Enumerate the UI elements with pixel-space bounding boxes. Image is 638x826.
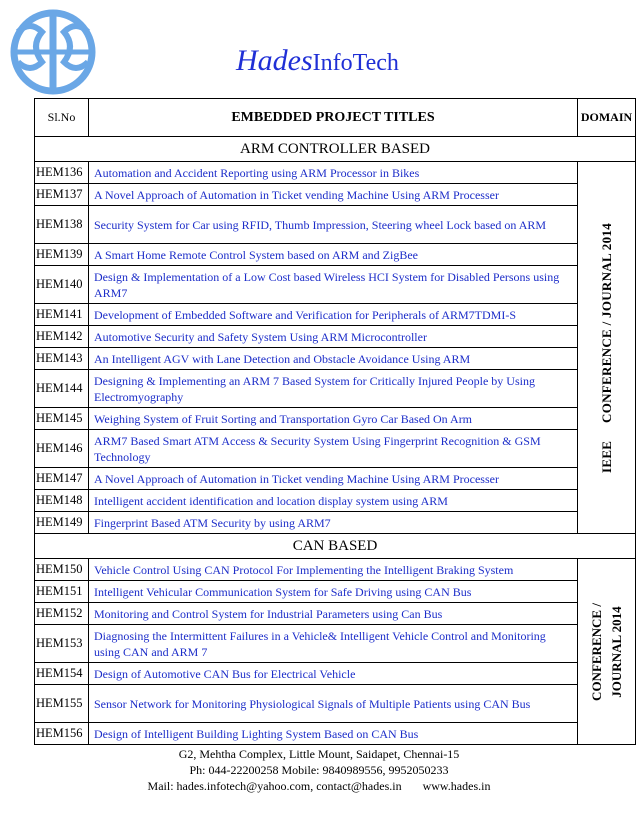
table-row — [35, 266, 636, 304]
brand-title — [236, 44, 399, 78]
table-row — [35, 304, 636, 326]
project-title[interactable]: Weighing System of Fruit Sorting and Transportation Gyro Car Based On Arm — [89, 408, 578, 430]
section-header — [35, 534, 636, 559]
table-row — [35, 468, 636, 490]
project-title[interactable]: ARM7 Based Smart ATM Access & Security System Using Fingerprint Recognition & GSM Technology — [89, 430, 578, 468]
section-header — [35, 137, 636, 162]
project-code: HEM140 — [35, 266, 89, 304]
domain-cell — [578, 559, 636, 745]
project-code: HEM136 — [35, 162, 89, 184]
project-code: HEM143 — [35, 348, 89, 370]
project-title[interactable]: Design & Implementation of a Low Cost based Wireless HCI System for Disabled Persons using ARM7 — [89, 266, 578, 304]
brand-name-rest: InfoTech — [312, 50, 399, 76]
project-code: HEM148 — [35, 490, 89, 512]
header-sl: Sl.No — [35, 99, 89, 137]
project-code: HEM149 — [35, 512, 89, 534]
project-code: HEM152 — [35, 603, 89, 625]
project-code: HEM144 — [35, 370, 89, 408]
project-code: HEM147 — [35, 468, 89, 490]
project-title[interactable]: An Intelligent AGV with Lane Detection and Obstacle Avoidance Using ARM — [89, 348, 578, 370]
table-row — [35, 663, 636, 685]
table-row — [35, 559, 636, 581]
section-title: ARM CONTROLLER BASED — [35, 137, 636, 162]
table-row — [35, 625, 636, 663]
footer-contact — [0, 746, 638, 794]
table-row — [35, 370, 636, 408]
brand-name-italic: Hades — [236, 44, 313, 77]
project-code: HEM142 — [35, 326, 89, 348]
project-title[interactable]: Sensor Network for Monitoring Physiological Signals of Multiple Patients using CAN Bus — [89, 685, 578, 723]
project-title[interactable]: A Novel Approach of Automation in Ticket vending Machine Using ARM Processer — [89, 184, 578, 206]
table-row — [35, 184, 636, 206]
project-title[interactable]: Fingerprint Based ATM Security by using ARM7 — [89, 512, 578, 534]
table-header — [35, 99, 636, 137]
project-title[interactable]: Automotive Security and Safety System Using ARM Microcontroller — [89, 326, 578, 348]
project-code: HEM156 — [35, 723, 89, 745]
project-title[interactable]: Design of Automotive CAN Bus for Electrical Vehicle — [89, 663, 578, 685]
project-code: HEM153 — [35, 625, 89, 663]
table-row — [35, 162, 636, 184]
project-title[interactable]: A Novel Approach of Automation in Ticket vending Machine Using ARM Processer — [89, 468, 578, 490]
project-code: HEM154 — [35, 663, 89, 685]
footer-phone: Ph: 044-22200258 Mobile: 9840989556, 9952050233 — [189, 763, 449, 777]
domain-label-line2: JOURNAL 2014 — [608, 605, 624, 698]
header-title: EMBEDDED PROJECT TITLES — [89, 99, 578, 137]
project-code: HEM151 — [35, 581, 89, 603]
table-row — [35, 408, 636, 430]
project-code: HEM155 — [35, 685, 89, 723]
project-code: HEM145 — [35, 408, 89, 430]
table-row — [35, 685, 636, 723]
table-row — [35, 244, 636, 266]
project-title[interactable]: A Smart Home Remote Control System based on ARM and ZigBee — [89, 244, 578, 266]
table-row — [35, 430, 636, 468]
table-row — [35, 490, 636, 512]
project-title[interactable]: Diagnosing the Intermittent Failures in a Vehicle& Intelligent Vehicle Control and Monitoring using CAN and ARM 7 — [89, 625, 578, 663]
project-code: HEM141 — [35, 304, 89, 326]
hades-logo — [8, 6, 98, 98]
project-title[interactable]: Development of Embedded Software and Verification for Peripherals of ARM7TDMI-S — [89, 304, 578, 326]
table-row — [35, 348, 636, 370]
table-row — [35, 581, 636, 603]
header-domain: DOMAIN — [578, 99, 636, 137]
project-title[interactable]: Vehicle Control Using CAN Protocol For Implementing the Intelligent Braking System — [89, 559, 578, 581]
project-title[interactable]: Monitoring and Control System for Industrial Parameters using Can Bus — [89, 603, 578, 625]
domain-cell — [578, 162, 636, 534]
table-row — [35, 723, 636, 745]
section-title: CAN BASED — [35, 534, 636, 559]
footer-address: G2, Mehtha Complex, Little Mount, Saidapet, Chennai-15 — [178, 747, 460, 761]
project-title[interactable]: Intelligent Vehicular Communication System for Safe Driving using CAN Bus — [89, 581, 578, 603]
table-row — [35, 206, 636, 244]
project-title[interactable]: Intelligent accident identification and location display system using ARM — [89, 490, 578, 512]
project-table — [34, 98, 636, 745]
table-row — [35, 512, 636, 534]
project-code: HEM139 — [35, 244, 89, 266]
project-code: HEM150 — [35, 559, 89, 581]
domain-label: IEEE CONFERENCE / JOURNAL 2014 — [598, 222, 614, 473]
project-title[interactable]: Designing & Implementing an ARM 7 Based System for Critically Injured People by Using Electromyography — [89, 370, 578, 408]
project-code: HEM146 — [35, 430, 89, 468]
domain-label-line1: CONFERENCE / — [588, 602, 604, 701]
project-title[interactable]: Security System for Car using RFID, Thumb Impression, Steering wheel Lock based on ARM — [89, 206, 578, 244]
project-code: HEM138 — [35, 206, 89, 244]
project-code: HEM137 — [35, 184, 89, 206]
project-title[interactable]: Design of Intelligent Building Lighting System Based on CAN Bus — [89, 723, 578, 745]
project-title[interactable]: Automation and Accident Reporting using ARM Processor in Bikes — [89, 162, 578, 184]
table-row — [35, 326, 636, 348]
footer-mail: Mail: hades.infotech@yahoo.com, contact@hades.in www.hades.in — [147, 779, 491, 793]
domain-label — [587, 603, 627, 701]
table-row — [35, 603, 636, 625]
